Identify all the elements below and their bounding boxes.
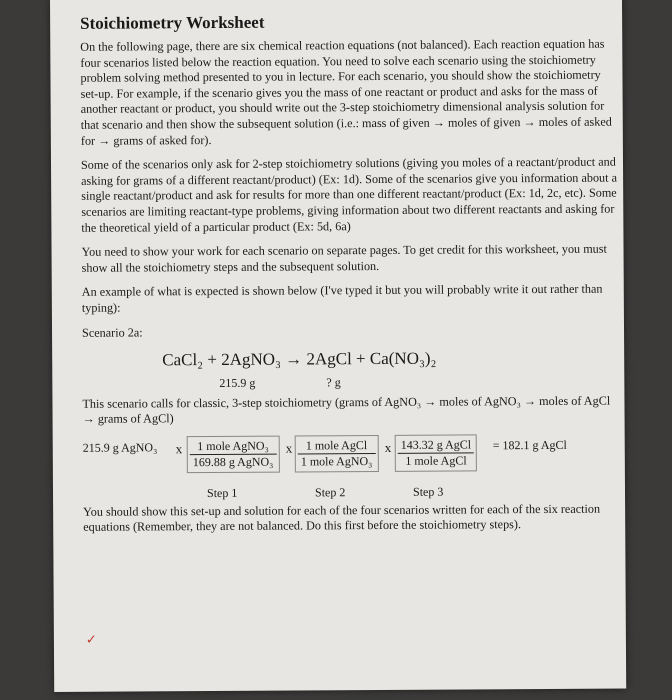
given-quantity: 215.9 g AgNO₃ [82,440,158,455]
paragraph-intro: On the following page, there are six chemical reaction equations (not balanced). Each reaction equation has four scenarios listed below the reaction equation. You need to solve each scenario using the stoichiometry problem solving method presented to you in lecture. For each scenario, you should show the stoichiometry set-up. For example, if the scenario gives you the mass of one reactant or product and asks for the mass of another reactant or product, you should write out the 3-step stoichiometry dimensional analysis solution for that scenario and then show the subsequent solution (i.e.: mass of given → moles of given → moles of asked for → grams of asked for). [80,36,612,148]
amount-given: 215.9 g [219,375,256,390]
amount-unknown: ? g [326,374,341,389]
paragraph-scenarios: Some of the scenarios only ask for 2-step stoichiometry solutions (giving you moles of a reactant/product and asking for grams of a different reactant/product) (Ex: 1d). Some of the scenarios give you information about a single reactant/product and ask for results for more than one different reactant/product (Ex: 1d, 2c, etc). Some scenarios are limiting reactant-type problems, giving information about two different reactants and asking for the theoretical yield of a particular product (Ex: 5d, 6a) [80,154,617,235]
multiply-sign: x [285,440,293,456]
factor-2-denominator: 1 mole AgNO₃ [300,453,373,469]
conversion-factor-2 [295,435,379,473]
paragraph-example: An example of what is expected is shown below (I've typed it but you will probably write it out rather than typing): [81,281,603,315]
paragraph-credit: You need to show your work for each scenario on separate pages. To get credit for this worksheet, you must show all the stoichiometry steps and the subsequent solution. [81,241,607,275]
step-labels [83,481,623,504]
pen-mark-icon: ✓ [85,631,97,647]
step-3-label: Step 3 [412,484,444,499]
scenario-description: This scenario calls for classic, 3-step stoichiometry (grams of AgNO₃ → moles of AgNO₃ → moles of AgCl → grams of AgCl) [82,393,611,426]
equation-amounts [82,371,622,396]
calc-result: = 182.1 g AgCl [492,437,567,452]
factor-2-numerator: 1 mole AgCl [298,438,376,454]
factor-3-numerator: 143.32 g AgCl [398,437,474,453]
worksheet-page [50,0,626,692]
scenario-label: Scenario 2a: [81,324,143,340]
multiply-sign: x [384,439,392,455]
factor-1-numerator: 1 mole AgNO₃ [190,438,277,455]
dimensional-analysis [83,433,623,478]
conversion-factor-3 [395,434,478,472]
worksheet-content [80,11,623,545]
step-2-label: Step 2 [314,484,346,500]
factor-1-denominator: 169.88 g AgNO₃ [192,454,274,469]
reaction-equation: CaCl₂ + 2AgNO₃ → 2AgCl + Ca(NO₃)₂ [162,348,437,369]
closing-paragraph: You should show this set-up and solution for each of the four scenarios written for each of the six reaction equations (Remember, they are not balanced. Do this first before the stoichiometry steps). [83,501,601,535]
step-1-label: Step 1 [206,485,238,500]
factor-3-denominator: 1 mole AgCl [405,453,467,468]
multiply-sign: x [175,440,183,456]
page-title: Stoichiometry Worksheet [80,12,265,33]
conversion-factor-1 [187,435,280,473]
